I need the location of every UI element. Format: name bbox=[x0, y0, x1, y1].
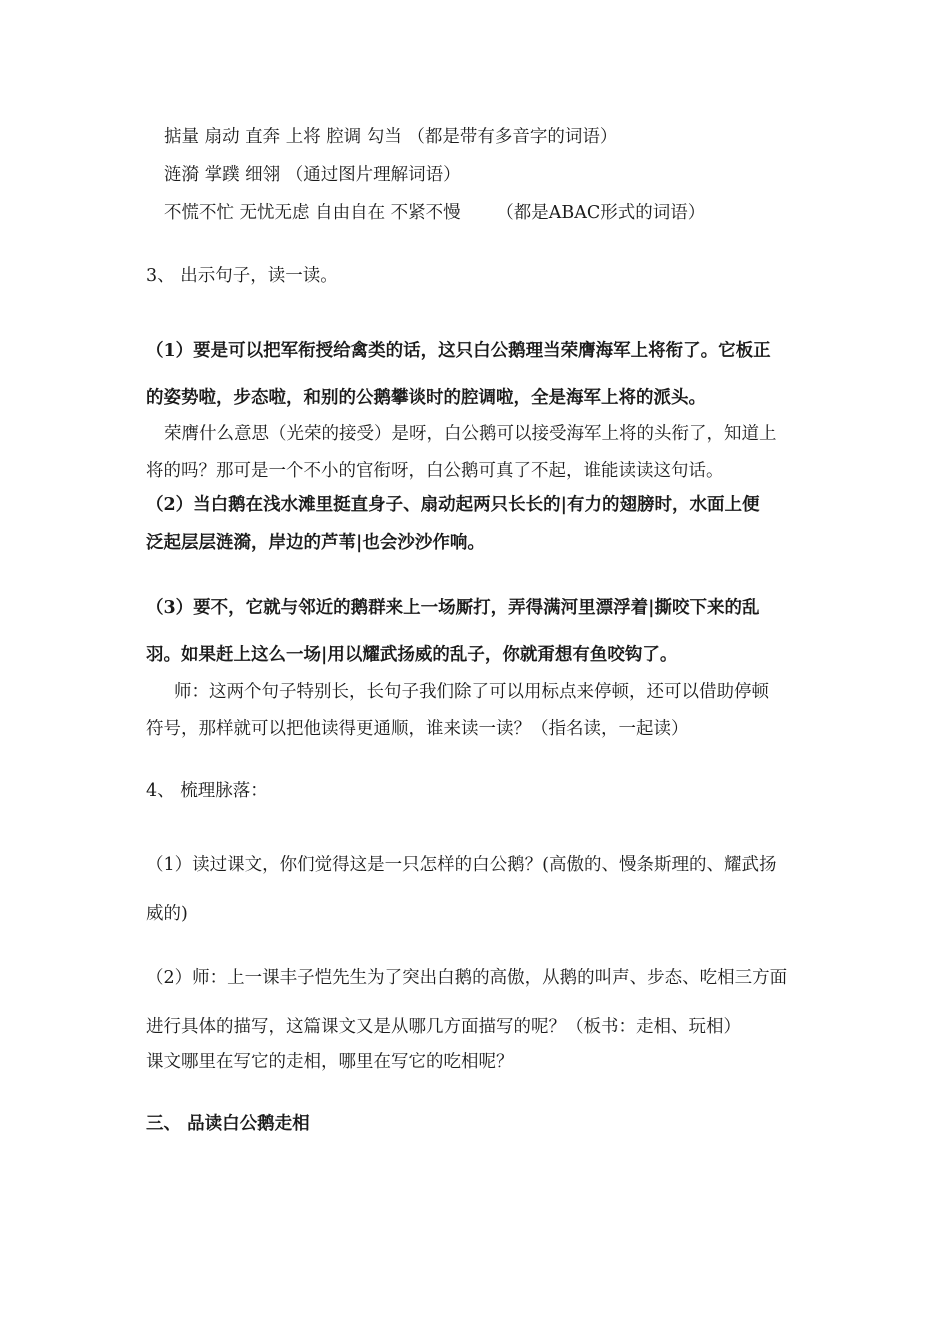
section3-heading: 三、 品读白公鹅走相 bbox=[146, 1114, 310, 1134]
vocab-row-polyphone: 掂量 扇动 直奔 上将 腔调 勾当 （都是带有多音字的词语） bbox=[164, 127, 618, 147]
sentence1-note-line1: 荣膺什么意思（光荣的接受）是呀，白公鹅可以接受海军上将的头衔了，知道上 bbox=[164, 424, 777, 444]
question2-line2: 进行具体的描写，这篇课文又是从哪几方面描写的呢？（板书：走相、玩相） bbox=[146, 1017, 741, 1037]
question1-line2: 威的) bbox=[146, 904, 188, 924]
sentence3-line2: 羽。如果赶上这么一场|用以耀武扬威的乱子，你就甭想有鱼咬钩了。 bbox=[146, 645, 678, 665]
sentence1-note-line2: 将的吗？那可是一个不小的官衔呀，白公鹅可真了不起，谁能读读这句话。 bbox=[146, 461, 724, 481]
sentence2-line1: （2）当白鹅在浅水滩里挺直身子、扇动起两只长长的|有力的翅膀时，水面上便 bbox=[146, 495, 760, 515]
vocab-row-pictures: 涟漪 掌蹼 细翎 （通过图片理解词语） bbox=[164, 165, 461, 185]
question2-line1: （2）师：上一课丰子恺先生为了突出白鹅的高傲，从鹅的叫声、步态、吃相三方面 bbox=[146, 968, 788, 988]
sentence1-line1: （1）要是可以把军衔授给禽类的话，这只白公鹅理当荣膺海军上将衔了。它板正 bbox=[146, 341, 771, 361]
question1-line1: （1）读过课文，你们觉得这是一只怎样的白公鹅？(高傲的、慢条斯理的、耀武扬 bbox=[146, 855, 777, 875]
teacher-note-line2: 符号，那样就可以把他读得更通顺，谁来读一读？（指名读，一起读） bbox=[146, 719, 689, 739]
step4-heading: 4、 梳理脉落： bbox=[146, 781, 268, 801]
sentence1-line2: 的姿势啦，步态啦，和别的公鹅攀谈时的腔调啦，全是海军上将的派头。 bbox=[146, 388, 706, 408]
sentence3-line1: （3）要不，它就与邻近的鹅群来上一场厮打，弄得满河里漂浮着|撕咬下来的乱 bbox=[146, 598, 760, 618]
step3-heading: 3、 出示句子，读一读。 bbox=[146, 266, 338, 286]
vocab-abac-words: 不慌不忙 无忧无虑 自由自在 不紧不慢 bbox=[164, 203, 461, 223]
question2-line3: 课文哪里在写它的走相，哪里在写它的吃相呢？ bbox=[146, 1052, 514, 1072]
vocab-row-abac bbox=[164, 201, 705, 225]
sentence2-line2: 泛起层层涟漪，岸边的芦苇|也会沙沙作响。 bbox=[146, 533, 485, 553]
teacher-note-line1: 师：这两个句子特别长，长句子我们除了可以用标点来停顿，还可以借助停顿 bbox=[174, 682, 769, 702]
vocab-abac-note: （都是ABAC形式的词语） bbox=[496, 203, 706, 223]
